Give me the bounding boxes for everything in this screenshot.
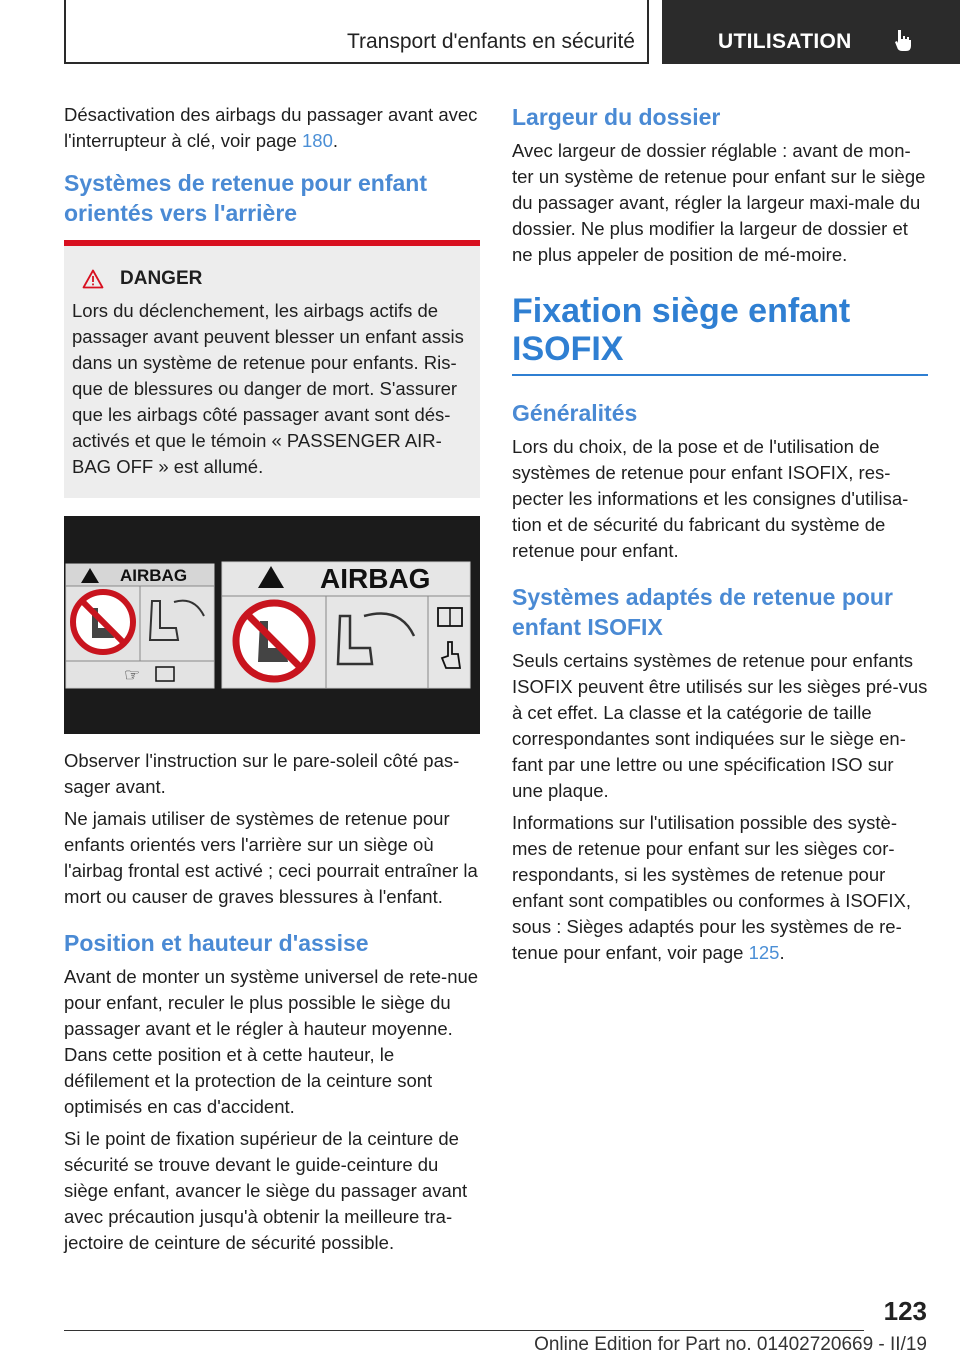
heading-position: Position et hauteur d'assise xyxy=(64,930,369,956)
airbag-label-small-text: AIRBAG xyxy=(120,566,188,585)
heading-adapted: Systèmes adaptés de retenue pour enfant ISOFIX xyxy=(512,584,893,640)
pointing-hand-icon xyxy=(892,28,916,52)
chapter-title: UTILISATION xyxy=(718,30,852,53)
heading-general: Généralités xyxy=(512,400,638,426)
page-link-125[interactable]: 125 xyxy=(748,942,780,963)
heading-rear-facing: Systèmes de retenue pour enfant orientés vers l'arrière xyxy=(64,170,427,226)
paragraph-info: Informations sur l'utilisation possible des systè-mes de retenue pour enfant sur les sièges cor-respondants, si les systèmes de retenue pour enfant sont compatibles ou conformes à ISOFIX, sous : Sièges adaptés pour les systèmes de re-tenue pour enfant, voir page 125. xyxy=(512,812,911,963)
section-title: Transport d'enfants en sécurité xyxy=(346,30,635,53)
paragraph-observe: Observer l'instruction sur le pare-soleil côté pas-sager avant. xyxy=(64,750,460,797)
danger-text: Lors du déclenchement, les airbags actifs de passager avant peuvent blesser un enfant assis dans un système de retenue pour enfants. Ris-que de blessures ou danger de mort. S'assurer que les airbags côté passager avant sont dés-activés et que le témoin « PASSENGER AIR-BAG OFF » est allumé. xyxy=(72,300,464,477)
danger-box xyxy=(64,240,480,498)
footer-edition: Online Edition for Part no. 01402720669 - II/19 xyxy=(534,1334,927,1355)
danger-header xyxy=(82,268,472,290)
small-airbag-label xyxy=(66,564,214,688)
intro-paragraph: Désactivation des airbags du passager avant avec l'interrupteur à clé, voir page 180. xyxy=(64,104,478,151)
right-column xyxy=(512,102,928,972)
heading-rule xyxy=(512,374,928,376)
paragraph-general: Lors du choix, de la pose et de l'utilisation de systèmes de retenue pour enfant ISOFIX, res-pecter les informations et les consignes d'utilisa-tion et de sécurité du fabricant du système de retenue pour enfant. xyxy=(512,436,909,561)
footer-rule xyxy=(64,1330,864,1331)
left-column xyxy=(64,102,480,1262)
paragraph-adapted: Seuls certains systèmes de retenue pour enfants ISOFIX peuvent être utilisés sur les sièges pré-vus à cet effet. La classe et la catégorie de taille correspondantes sont indiquées sur le siège en-fant par une lettre ou une spécification ISO sur une plaque. xyxy=(512,650,928,801)
airbag-label-large-text: AIRBAG xyxy=(320,563,431,594)
running-header-section xyxy=(64,0,649,64)
heading-isofix: Fixation siège enfant ISOFIX xyxy=(512,292,851,368)
warning-triangle-icon xyxy=(82,269,104,289)
heading-backrest: Largeur du dossier xyxy=(512,104,721,130)
paragraph-anchor: Si le point de fixation supérieur de la ceinture de sécurité se trouve devant le guide-ceinture du siège enfant, avancer le siège du passager avant avec précaution jusqu'à obtenir la meilleure tra-jectoire de ceinture de sécurité possible. xyxy=(64,1128,468,1253)
paragraph-never: Ne jamais utiliser de systèmes de retenue pour enfants orientés vers l'arrière sur un siège où l'airbag frontal est activé ; ceci pourrait entraîner la mort ou causer de graves blessures à l'enfant. xyxy=(64,808,478,907)
page-number: 123 xyxy=(883,1296,927,1326)
svg-text:☞: ☞ xyxy=(124,665,141,685)
danger-label: DANGER xyxy=(120,268,203,289)
large-airbag-label xyxy=(222,562,470,688)
page-link-180[interactable]: 180 xyxy=(302,130,333,151)
paragraph-backrest: Avec largeur de dossier réglable : avant de mon-ter un système de retenue pour enfant sur le siège du passager avant, régler la largeur maxi-male du dossier. Ne plus modifier la largeur de dossier et ne plus appeler de position de mé-moire. xyxy=(512,140,926,265)
paragraph-position: Avant de monter un système universel de rete-nue pour enfant, reculer le plus possible le siège du passager avant et le régler à hauteur moyenne. Dans cette position et à cette hauteur, le défilement et la protection de la ceinture sont optimisés en cas d'accident. xyxy=(64,966,479,1117)
airbag-warning-label-figure xyxy=(64,516,480,734)
chapter-tab xyxy=(662,0,960,64)
